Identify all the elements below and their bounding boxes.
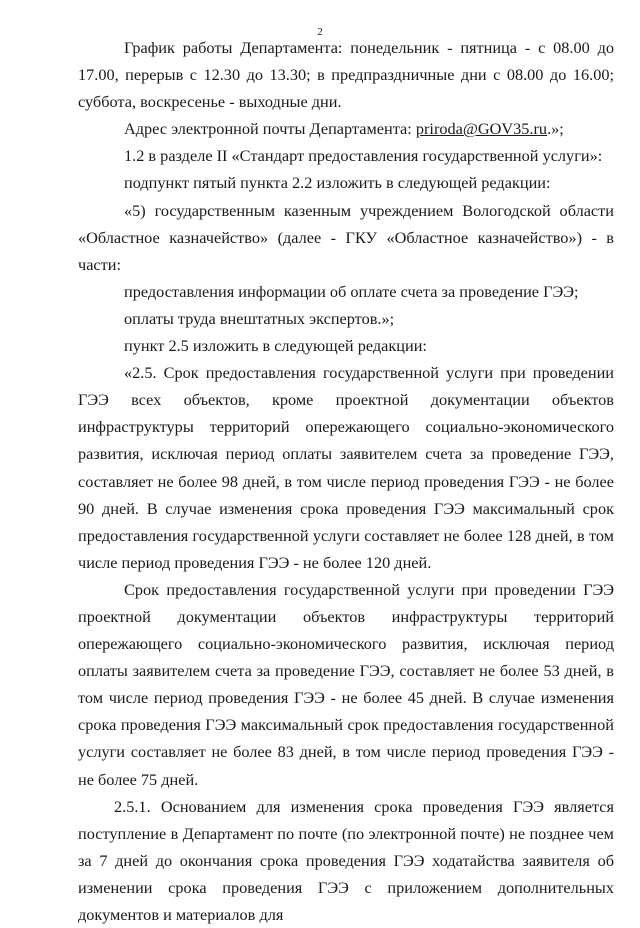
paragraph-work-schedule: График работы Департамента: понедельник - пятница - с 08.00 до 17.00, перерыв с 12.30 до 13.30; в предпраздничные дни с 08.00 до 16.00; суббота, воскресенье - выходные дни. (78, 38, 614, 112)
paragraph-payment-info: предоставления информации об оплате счета за проведение ГЭЭ; (124, 281, 579, 301)
paragraph-2-5-1: 2.5.1. Основанием для изменения срока проведения ГЭЭ является поступление в Департамент по почте (по электронной почте) не позднее чем за 7 дней до окончания срока проведения ГЭЭ ходатайства заявителя об изменении срока проведения ГЭЭ с приложением дополнительных документов и материалов для (78, 796, 614, 924)
paragraph-section-ii: 1.2 в разделе II «Стандарт предоставления государственной услуги»: (124, 146, 603, 166)
page-number: 2 (317, 26, 323, 38)
paragraph-email-address (78, 115, 614, 142)
email-link[interactable]: priroda@GOV35.ru (415, 119, 548, 139)
paragraph-item-2-5: пункт 2.5 изложить в следующей редакции: (124, 336, 427, 356)
paragraph-subitem-2-2: подпункт пятый пункта 2.2 изложить в следующей редакции: (124, 173, 551, 193)
email-trailing: .»; (547, 119, 564, 139)
paragraph-experts-pay: оплаты труда внештатных экспертов.»; (124, 308, 395, 328)
paragraph-term-2-5: «2.5. Срок предоставления государственной услуги при проведении ГЭЭ всех объектов, кроме проектной документации объектов инфраструктуры территорий опережающего социально-экономического развития, исключая период оплаты заявителем счета за проведение ГЭЭ, составляет не более 98 дней, в том числе период проведения ГЭЭ - не более 90 дней. В случае изменения срока проведения ГЭЭ максимальный срок предоставления государственной услуги составляет не более 128 дней, в том числе период проведения ГЭЭ - не более 120 дней. (78, 363, 614, 572)
email-label: Адрес электронной почты Департамента: (124, 119, 416, 139)
document-body (78, 34, 614, 928)
paragraph-treasury: «5) государственным казенным учреждением Вологодской области «Областное казначейство» (далее - ГКУ «Областное казначейство») - в части: (78, 200, 614, 274)
paragraph-term-tor: Срок предоставления государственной услуги при проведении ГЭЭ проектной документации объектов инфраструктуры территорий опережающего социально-экономического развития, исключая период оплаты заявителем счета за проведение ГЭЭ, составляет не более 53 дней, в том числе период проведения ГЭЭ - не более 45 дней. В случае изменения срока проведения ГЭЭ максимальный срок предоставления государственной услуги составляет не более 83 дней, в том числе период проведения ГЭЭ - не более 75 дней. (78, 579, 614, 789)
